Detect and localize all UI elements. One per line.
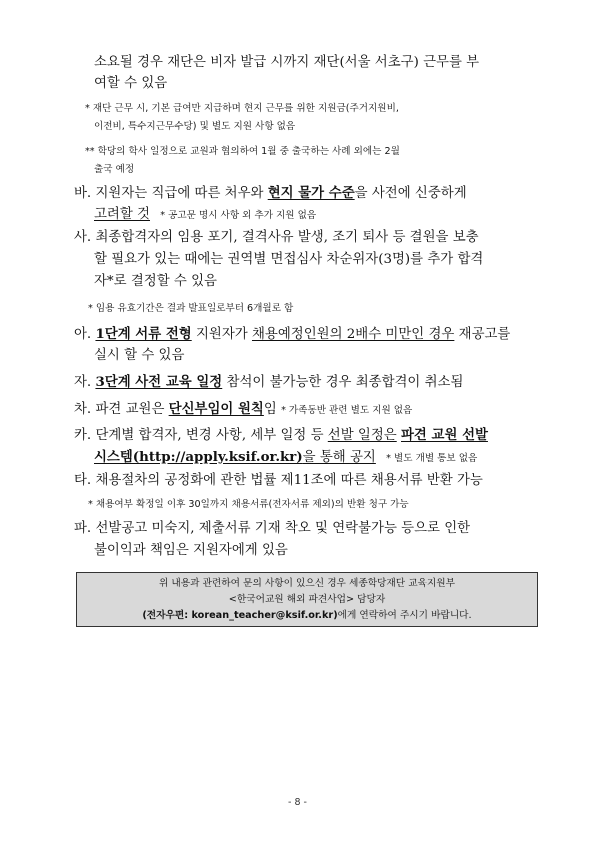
item-ja-line-1 [74,373,463,392]
text-span: 자. [74,375,96,390]
text-span: 카. 단계별 합격자, 변경 사항, 세부 일정 등 [74,428,328,443]
item-pa-line-2: 불이익과 책임은 지원자에게 있음 [94,543,288,558]
item-sa-line-1: 사. 최종합격자의 임용 포기, 결격사유 발생, 조기 퇴사 등 결원을 보충 [74,230,479,245]
note-line: * 채용여부 확정일 이후 30일까지 채용서류(전자서류 제외)의 반환 청구 가능 [88,499,409,510]
item-a-line-1 [74,325,510,344]
text-span: 아. [74,327,96,342]
text-span: 바. 지원자는 직급에 따른 처우와 [74,186,268,201]
item-sa-line-3: 자*로 결정할 수 있음 [94,274,217,289]
text-span: 지원자가 [191,327,252,342]
note-line: * 재단 근무 시, 기본 급여만 지급하며 현지 근무를 위한 지원금(주거지원비, [85,103,399,114]
emphasis-text: 현지 물가 수준 [267,185,355,201]
text-span: 을 사전에 신중하게 [354,186,467,201]
underlined-text: 채용예정인원의 2배수 미만인 경우 [251,327,455,342]
note-line: 출국 예정 [94,164,135,175]
item-a-line-2: 실시 할 수 있음 [94,348,185,363]
item-ka-line-1 [74,426,488,445]
note-line: * 임용 유효기간은 결과 발표일로부터 6개월로 함 [88,303,294,314]
inline-note: * 가족동반 관련 별도 지원 없음 [281,405,413,416]
text-span: 임 [263,402,282,417]
underlined-text: 을 통해 공지 [302,450,376,465]
text-span: 참석이 불가능한 경우 최종합격이 취소됨 [222,375,464,390]
text-span: 에게 연락하여 주시기 바랍니다. [337,610,472,621]
contact-line-3 [77,608,537,624]
inline-note: * 공고문 명시 사항 외 추가 지원 없음 [160,210,317,221]
item-ba-line-2 [94,206,316,225]
item-ba-line-1 [74,184,467,203]
emphasis-text: 1단계 서류 전형 [95,326,192,342]
system-link[interactable]: 시스템(http://apply.ksif.or.kr) [94,449,303,465]
contact-email[interactable]: (전자우편: korean_teacher@ksif.or.kr) [142,610,338,621]
text-span: 재공고를 [454,327,511,342]
item-cha-line-1 [74,400,412,420]
continuation-line-1: 소요될 경우 재단은 비자 발급 시까지 재단(서울 서초구) 근무를 부 [94,55,480,70]
item-pa-line-1: 파. 선발공고 미숙지, 제출서류 기재 착오 및 연락불가능 등으로 인한 [74,521,471,536]
note-line: 이전비, 특수지근무수당) 및 별도 지원 사항 없음 [94,121,296,132]
text-span: 차. 파견 교원은 [74,402,169,417]
note-line: ** 학당의 학사 일정으로 교원과 협의하여 1월 중 출국하는 사례 외에는 2월 [85,146,400,157]
item-sa-line-2: 할 필요가 있는 때에는 권역별 면접심사 차순위자(3명)를 추가 합격 [94,252,484,267]
underlined-text: 고려할 것 [94,207,150,222]
item-ta-line-1: 타. 채용절차의 공정화에 관한 법률 제11조에 따른 채용서류 반환 가능 [74,473,483,488]
emphasis-text: 3단계 사전 교육 일정 [95,374,223,390]
underlined-text: 선발 일정은 [327,428,397,443]
contact-line-2: <한국어교원 해외 파견사업> 담당자 [228,594,386,605]
inline-note: * 별도 개별 통보 없음 [386,453,478,464]
emphasis-text: 파견 교원 선발 [401,427,488,443]
emphasis-text: 단신부임이 원칙 [168,401,264,417]
item-ka-line-2 [94,448,477,468]
contact-line-1: 위 내용과 관련하여 문의 사항이 있으신 경우 세종학당재단 교육지원부 [158,578,456,589]
contact-info-box [76,572,538,627]
page-number: - 8 - [288,797,307,808]
continuation-line-2: 여할 수 있음 [94,76,168,91]
